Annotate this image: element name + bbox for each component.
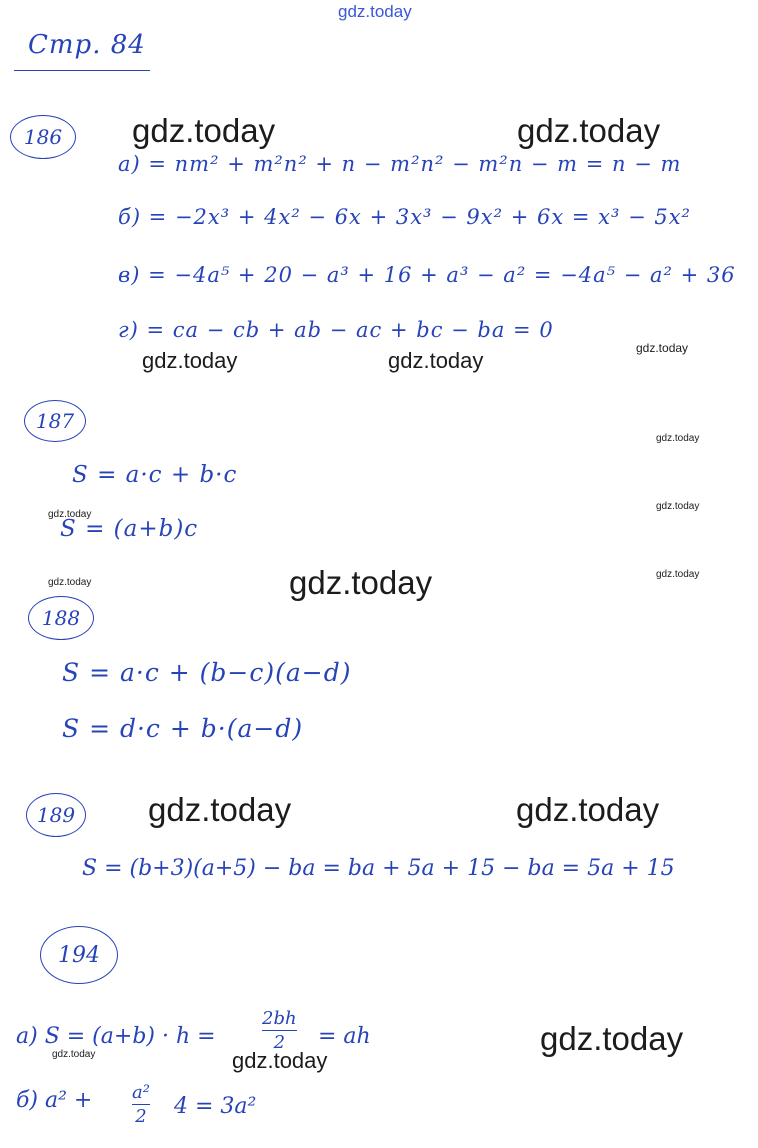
problem-194-b-fraction [132, 1082, 150, 1127]
watermark: gdz.today [656, 501, 700, 512]
watermark: gdz.today [636, 341, 689, 355]
watermark-top: gdz.today [338, 2, 412, 21]
problem-194-b-prefix: б) a² + [16, 1088, 93, 1113]
problem-number-188: 188 [28, 596, 94, 640]
problem-187-line-1: S = a·c + b·c [72, 462, 238, 488]
fraction-numerator: 2bh [262, 1008, 297, 1029]
title-underline [14, 70, 150, 71]
watermark: gdz.today [48, 509, 92, 520]
problem-187-line-2: S = (a+b)c [60, 516, 199, 542]
problem-188-line-1: S = a·c + (b−c)(a−d) [62, 658, 352, 687]
watermark: gdz.today [540, 1020, 684, 1057]
problem-194-a-fraction [262, 1008, 297, 1053]
problem-number-186: 186 [10, 115, 76, 159]
problem-number-187: 187 [24, 400, 86, 442]
fraction-numerator: a² [132, 1082, 150, 1103]
watermark: gdz.today [132, 112, 276, 149]
watermark: gdz.today [52, 1049, 96, 1060]
problem-186-b: б) = −2x³ + 4x² − 6x + 3x³ − 9x² + 6x = x³ − 5x² [118, 205, 691, 229]
problem-number-194: 194 [40, 926, 118, 984]
watermark: gdz.today [232, 1048, 328, 1073]
watermark: gdz.today [388, 348, 484, 373]
problem-186-a: а) = nm² + m²n² + n − m²n² − m²n − m = n − m [118, 152, 682, 176]
problem-188-line-2: S = d·c + b·(a−d) [62, 714, 304, 743]
fraction-denominator: 2 [273, 1032, 286, 1053]
watermark: gdz.today [656, 433, 700, 444]
fraction-bar [132, 1104, 150, 1105]
watermark: gdz.today [516, 791, 660, 828]
watermark: gdz.today [656, 569, 700, 580]
problem-194-a-prefix: а) S = (a+b) · h = [16, 1024, 216, 1049]
problem-186-g: г) = ca − cb + ab − ac + bc − ba = 0 [118, 318, 554, 342]
watermark: gdz.today [517, 112, 661, 149]
problem-194-a-suffix: = ah [318, 1024, 371, 1049]
page-title: Стр. 84 [28, 30, 146, 60]
problem-186-v: в) = −4a⁵ + 20 − a³ + 16 + a³ − a² = −4a⁵ − a² + 36 [118, 263, 736, 287]
problem-194-b-suffix: 4 = 3a² [174, 1094, 257, 1119]
problem-189-line-1: S = (b+3)(a+5) − ba = ba + 5a + 15 − ba = 5a + 15 [82, 856, 675, 881]
watermark: gdz.today [289, 564, 433, 601]
problem-number-189: 189 [26, 793, 86, 837]
fraction-denominator: 2 [135, 1106, 147, 1127]
fraction-bar [262, 1030, 297, 1031]
watermark: gdz.today [48, 577, 92, 588]
watermark: gdz.today [148, 791, 292, 828]
watermark: gdz.today [142, 348, 238, 373]
